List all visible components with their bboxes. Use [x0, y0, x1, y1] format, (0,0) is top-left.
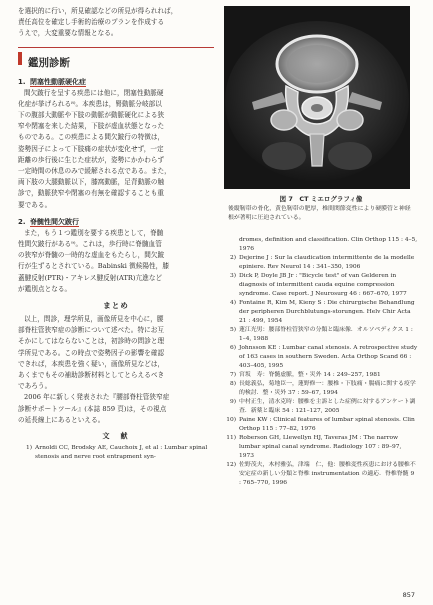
- subsection-title: 閉塞性動脈硬化症: [29, 77, 86, 86]
- reference-item: [222, 461, 418, 488]
- body-line: ものである。この疾患による間欠跛行の特徴は，: [18, 133, 165, 142]
- body-line: 2006 年に新しく発表された『腰部脊柱管狭窄症: [24, 393, 170, 402]
- reference-number: 4): [229, 300, 236, 307]
- reference-number: [222, 236, 239, 254]
- right-column: [222, 6, 418, 488]
- body-line: 距離の歩行後に生じた症状が，姿勢にかかわらず: [18, 155, 165, 164]
- reference-text: Paine KW : Clinical features of lumbar spinal stenosis. Clin Orthop 115 : 77–82, 1976: [239, 417, 415, 433]
- figure-caption-text: 後縦靭帯の骨化，黄色靭帯の肥厚，椎間関節変性により硬膜管と神経根が著明に圧迫されている。: [228, 206, 411, 221]
- subsection-number: 2.: [18, 217, 26, 226]
- reference-item: [222, 344, 418, 371]
- reference-text: Johnsson KE : Lumbar canal stenosis. A retrospective study of 163 cases in southern Sweden. Acta Orthop Scand 66 : 403–405, 1995: [239, 345, 418, 370]
- ct-myelography-image: [224, 6, 410, 189]
- body-line: 学所見である。この時点で姿勢因子の影響を確認: [18, 348, 165, 357]
- reference-item: [222, 434, 418, 461]
- body-line: 要である。: [18, 200, 52, 209]
- reference-item: [222, 416, 418, 434]
- intro-line: 責任高位を確定し手術的治療のプランを作成する: [18, 18, 165, 27]
- ct-scan-illustration: [224, 6, 410, 189]
- body-line: 姿勢因子によって下肢痛の症状が変化せず，一定: [18, 144, 164, 153]
- subsection-heading-1: [18, 77, 214, 87]
- body-line: 化症が挙げられる⁸⁾。本疾患は，腎動脈分岐部以: [18, 99, 162, 108]
- body-line: 診断サポートツール』(本誌 859 頁)は，その視点: [18, 404, 167, 413]
- reference-item: [222, 398, 418, 416]
- reference-item: [18, 444, 214, 462]
- reference-item: [222, 272, 418, 299]
- intro-line: を選択的に行い，所見確認などの所見が得られれば，: [18, 7, 178, 15]
- body-line: 間欠跛行を呈する疾患には他に，閉塞性動脈硬: [24, 88, 164, 97]
- reference-text: 宮坂 寿：脊髄虚脈，整・災外 14 : 249–257, 1981: [239, 372, 381, 379]
- body-line: 蓋腱反射(PTR)・アキレス腱反射(ATR)亢進など: [18, 273, 163, 282]
- reference-number: 7): [229, 372, 236, 379]
- body-line: 両下肢の大腿動脈以下，膝窩動脈，足背動脈の触: [18, 178, 165, 187]
- subsection-heading-2: [18, 217, 214, 227]
- reference-text: 佐野茂夫，木村雅弘，津端 仁，他：腰椎変性疾患における腰椎不安定症の新しい分類と脊椎 instrumentation の適応．脊椎脊髄 9 : 765–770, 1996: [239, 462, 416, 487]
- figure-caption: [228, 194, 414, 222]
- reference-text: Dejerine J : Sur la claudication intermittente de la modelle epiniere. Rev Neurol 14 : 341–350, 1906: [239, 255, 415, 271]
- reference-number: 12): [226, 462, 236, 469]
- body-line: 一定時間の休息のみで緩解される点である。また，: [18, 167, 171, 176]
- body-line: できれば，本疾患を強く疑い，画像所見などは，: [18, 359, 165, 368]
- section-title: 鑑別診断: [28, 56, 70, 69]
- body-line: 部脊柱管狭窄症の診断について述べた。特にお互: [18, 326, 165, 335]
- body-line: 性間欠跛行がある⁹⁾。これは，歩行時に脊髄血管: [18, 240, 162, 249]
- body-line: であろう。: [18, 382, 52, 391]
- reference-number: 1): [25, 445, 32, 452]
- body-line: 行が生ずるとされている。Babinski 徴候陽性，膝: [18, 262, 169, 271]
- page-number: 857: [402, 591, 415, 599]
- reference-text: Arnoldi CC, Brodsky AE, Cauchoix J, et al : Lumbar spinal stenosis and nerve root entrapment syn-: [35, 445, 208, 461]
- subsection-number: 1.: [18, 77, 26, 86]
- body-line: あくまでもその補助診断材料としてとらえるべき: [18, 371, 165, 380]
- body-line: また，もう１つ鑑別を要する疾患として，脊髄: [24, 228, 164, 237]
- references-list: [222, 236, 418, 488]
- reference-number: 5): [229, 327, 236, 334]
- reference-text: 蓮江光男：腰部脊柱管狭窄の分類と臨床像．オルソペディクス 1 : 1–4, 1988: [239, 327, 413, 343]
- reference-number: 10): [226, 417, 236, 424]
- reference-item: [222, 236, 418, 254]
- reference-item: [222, 254, 418, 272]
- reference-text: 中村正生，清水克時：腰椎を主訴とした症例に対するアンケート調査．新薬と臨床 54 : 121–127, 2005: [239, 399, 416, 415]
- section-marker: [18, 52, 22, 65]
- reference-number: 11): [226, 435, 236, 442]
- reference-text: 長総義弘，菊地臣一，蓮野修一：腰椎・下肢痛・腸痛に関する疫学的検討．整・災外 37 : 59–67, 1994: [239, 381, 416, 397]
- reference-item: [222, 371, 418, 380]
- left-column: [18, 6, 214, 462]
- body-line: の狭窄が脊髄の一時的な虚血をもたらし，間欠跛: [18, 251, 165, 260]
- reference-number: 9): [229, 399, 236, 406]
- reference-number: 3): [229, 273, 236, 280]
- body-line: 窄や閉塞を来した結果，下肢が虚血状態となった: [18, 122, 165, 131]
- reference-number: 8): [229, 381, 236, 388]
- reference-item: [222, 299, 418, 326]
- reference-text: Roberson GH, Llewellyn HJ, Taveras JM : The narrow lumbar spinal canal syndrome. Radiology 107 : 89–97, 1973: [239, 435, 402, 460]
- reference-item: [222, 380, 418, 398]
- body-line: 下の腹部大動脈や下肢の動脈が動脈硬化による狭: [18, 111, 165, 120]
- body-line: そかにしてはならないことは，初診時の問診と理: [18, 337, 165, 346]
- intro-line: うえで，大変重要な情報となる。: [18, 29, 118, 38]
- subsection-title: 脊髄性間欠跛行: [29, 217, 79, 226]
- reference-number: 6): [229, 345, 236, 352]
- reference-text: Fontaine R, Kim M, Kieny S : Die chirurgische Behandlung der peripheren Durchblutungs-storungen. Helv Chir Acta 21 : 499, 1954: [239, 300, 415, 325]
- figure-title: 図 7 CT ミエログラフィ像: [279, 195, 363, 203]
- reference-item: [222, 326, 418, 344]
- reference-text: Dick P, Doyle JB Jr : "Bicycle test" of van Gelderen in diagnosis of intermittent cauda equine compression syndrome. Case report. J Neurosurg 46 : 667–670, 1977: [239, 273, 407, 298]
- body-line: 以上，問診，理学所見，画像所見を中心に，腰: [24, 315, 164, 324]
- reference-text: dromes, definition and classification. Clin Orthop 115 : 4–5, 1976: [239, 237, 418, 253]
- body-line: が鑑別点となる。: [18, 284, 72, 293]
- summary-heading: まとめ: [103, 301, 129, 311]
- section-heading: [18, 47, 214, 73]
- references-heading: 文 献: [102, 432, 130, 441]
- body-line: の延長線上にあるといえる。: [18, 415, 105, 424]
- body-line: 診で，動脈狭窄や閉塞の有無を確認することも重: [18, 189, 165, 198]
- reference-number: 2): [229, 255, 236, 262]
